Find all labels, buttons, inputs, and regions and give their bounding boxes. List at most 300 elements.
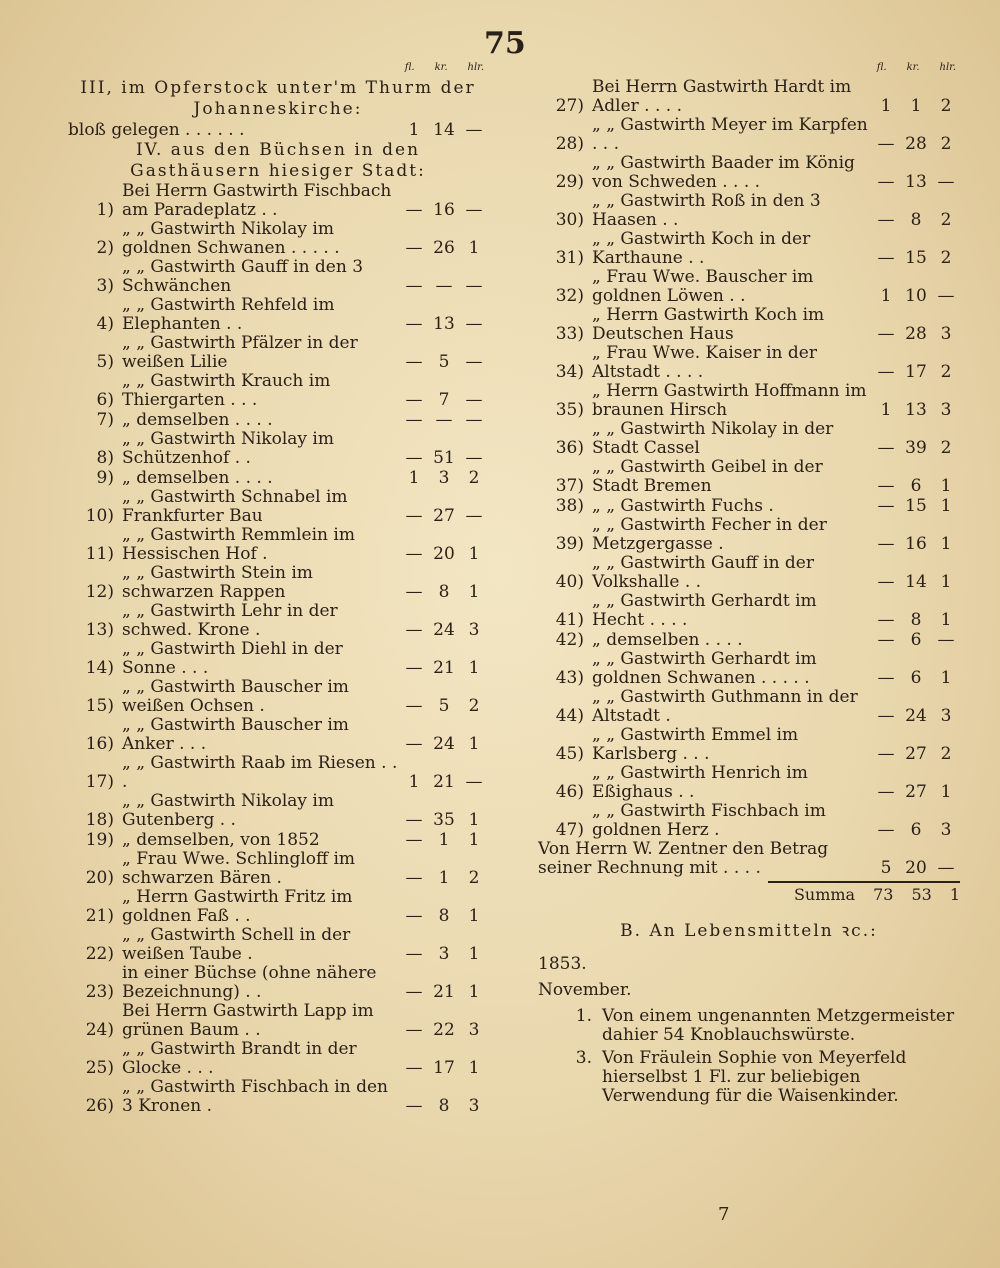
entry-number: 9) [96, 468, 114, 488]
entry-row [538, 458, 960, 496]
amount-hlr: 1 [468, 582, 480, 602]
unit-fl: fl. [404, 62, 415, 73]
entry-text: „ „ Gastwirth Nikolay im Schützenhof . . [122, 429, 334, 468]
entry-number: 12) [85, 582, 114, 602]
entry-text: „ „ Gastwirth Brandt in der Glocke . . . [122, 1039, 357, 1078]
zentner-row [538, 840, 960, 878]
entry-text: „ „ Gastwirth Schnabel im Frankfurter Bau [122, 487, 348, 526]
amount-fl: 1 [408, 772, 420, 792]
amount-kr: 27 [905, 744, 927, 764]
amount-hlr: — [465, 448, 483, 468]
zentner-amount [872, 858, 960, 878]
amount-hlr: — [465, 276, 483, 296]
amount-hlr: — [465, 120, 483, 140]
amount-kr: 21 [433, 982, 455, 1002]
amount-hlr: 2 [468, 468, 480, 488]
amount-fl: 5 [880, 858, 892, 878]
amount-kr: 35 [433, 810, 455, 830]
entry-number: 11) [85, 544, 114, 564]
summa-hlr: 1 [949, 885, 960, 904]
entry-text: „ „ Gastwirth Rehfeld im Elephanten . . [122, 295, 335, 334]
entry-text: „ „ Gastwirth Nikolay im Gutenberg . . [122, 791, 334, 830]
entry-number: 27) [555, 96, 584, 116]
entry-row [68, 410, 488, 430]
amount-kr: 17 [905, 362, 927, 382]
summa-row [768, 881, 960, 904]
entry-number: 5) [96, 352, 114, 372]
entry-number: 47) [555, 820, 584, 840]
entry-text: „ „ Gastwirth Roß in den 3 Haasen . . [592, 191, 821, 230]
amount-hlr: — [465, 352, 483, 372]
amount-hlr: 1 [468, 544, 480, 564]
amount-fl: 1 [408, 468, 420, 488]
entry-row [68, 468, 488, 488]
entry-text: „ „ Gastwirth Diehl in der Sonne . . . [122, 639, 343, 678]
amount-kr: 13 [905, 400, 927, 420]
entry-number: 15) [85, 696, 114, 716]
entry-amount [872, 610, 960, 630]
amount-hlr: 1 [468, 658, 480, 678]
amount-kr: 21 [433, 772, 455, 792]
amount-hlr: 1 [468, 944, 480, 964]
entry-row [538, 554, 960, 592]
note-year: 1853. [538, 954, 587, 974]
amount-fl: — [877, 668, 895, 688]
entry-number: 24) [85, 1020, 114, 1040]
entry-amount [400, 352, 488, 372]
note-item [538, 1049, 960, 1106]
entry-amount [400, 734, 488, 754]
amount-fl: — [877, 706, 895, 726]
entry-amount [400, 906, 488, 926]
amount-hlr: 3 [468, 1096, 480, 1116]
summa-kr: 53 [911, 885, 932, 904]
amount-fl: — [877, 210, 895, 230]
amount-hlr: — [937, 172, 955, 192]
right-column [538, 62, 960, 1106]
amount-kr: 8 [438, 906, 450, 926]
note-text: Von Fräulein Sophie von Meyerfeld hierselbst 1 Fl. zur beliebigen Verwendung für die Waisenkinder. [602, 1048, 907, 1106]
amount-fl: 1 [880, 286, 892, 306]
entry-number: 23) [85, 982, 114, 1002]
note-text: Von einem ungenannten Metzgermeister dahier 54 Knoblauchswürste. [602, 1006, 955, 1045]
amount-hlr: 1 [940, 668, 952, 688]
entry-amount [400, 1096, 488, 1116]
entry-amount [400, 1058, 488, 1078]
amount-kr: 1 [438, 830, 450, 850]
summa-fl: 73 [873, 885, 894, 904]
amount-kr: 1 [438, 868, 450, 888]
amount-kr: 6 [910, 630, 922, 650]
amount-fl: — [877, 172, 895, 192]
amount-hlr: 2 [468, 868, 480, 888]
page-number: 75 [484, 26, 526, 61]
entry-number: 10) [85, 506, 114, 526]
entry-amount [872, 630, 960, 650]
amount-hlr: 3 [468, 620, 480, 640]
note-month: November. [538, 980, 632, 1000]
amount-hlr: 3 [468, 1020, 480, 1040]
entry-row [538, 764, 960, 802]
entry-row [68, 964, 488, 1002]
entry-amount [400, 506, 488, 526]
amount-hlr: 3 [940, 706, 952, 726]
entry-amount [872, 476, 960, 496]
amount-fl: — [405, 1020, 423, 1040]
entry-amount [400, 810, 488, 830]
entry-text: „ „ Gastwirth Gerhardt im goldnen Schwanen . . . . . [592, 649, 817, 688]
amount-hlr: — [465, 314, 483, 334]
amount-hlr: 1 [468, 1058, 480, 1078]
amount-hlr: 2 [468, 696, 480, 716]
entry-text: „ Herrn Gastwirth Hoffmann im braunen Hirsch [592, 381, 867, 420]
amount-fl: 1 [880, 96, 892, 116]
entry-text: Bei Herrn Gastwirth Hardt im Adler . . . . [592, 77, 852, 116]
entry-text: „ „ Gastwirth Koch in der Karthaune . . [592, 229, 811, 268]
section-iii-text: bloß gelegen . . . . . . [68, 120, 245, 140]
entry-amount [400, 830, 488, 850]
entry-text: „ demselben . . . . [122, 410, 273, 430]
amount-hlr: 1 [940, 610, 952, 630]
amount-fl: — [405, 810, 423, 830]
entry-row [538, 726, 960, 764]
amount-kr: 22 [433, 1020, 455, 1040]
entry-text: „ „ Gastwirth Pfälzer in der weißen Lilie [122, 333, 358, 372]
entry-number: 43) [555, 668, 584, 688]
amount-hlr: — [465, 390, 483, 410]
entry-number: 19) [85, 830, 114, 850]
entry-text: „ „ Gastwirth Guthmann in der Altstadt . [592, 687, 858, 726]
entry-number: 2) [96, 238, 114, 258]
amount-fl: — [405, 944, 423, 964]
entry-row [538, 382, 960, 420]
entry-row [538, 344, 960, 382]
amount-fl: — [877, 134, 895, 154]
entry-amount [400, 544, 488, 564]
entry-text: „ „ Gastwirth Geibel in der Stadt Bremen [592, 457, 823, 496]
amount-kr: 24 [905, 706, 927, 726]
entry-text: „ „ Gastwirth Schell in der weißen Taube . [122, 925, 351, 964]
entry-text: „ Herrn Gastwirth Fritz im goldnen Faß . . [122, 887, 353, 926]
right-entry-list [538, 78, 960, 840]
entry-row [68, 334, 488, 372]
amount-hlr: — [937, 630, 955, 650]
entry-text: „ „ Gastwirth Fuchs . [592, 496, 774, 516]
amount-hlr: 2 [940, 438, 952, 458]
amount-hlr: 1 [468, 830, 480, 850]
unit-kr: kr. [906, 62, 920, 73]
entry-amount [872, 534, 960, 554]
amount-kr: 10 [905, 286, 927, 306]
amount-fl: 1 [880, 400, 892, 420]
entry-number: 25) [85, 1058, 114, 1078]
amount-kr: 6 [910, 668, 922, 688]
entry-text: „ „ Gastwirth Baader im König von Schweden . . . . [592, 153, 855, 192]
entry-amount [872, 706, 960, 726]
entry-number: 42) [555, 630, 584, 650]
amount-fl: — [877, 476, 895, 496]
amount-fl: — [405, 448, 423, 468]
amount-fl: — [877, 438, 895, 458]
entry-amount [400, 448, 488, 468]
entry-row [68, 430, 488, 468]
entry-number: 21) [85, 906, 114, 926]
amount-fl: — [877, 324, 895, 344]
amount-kr: 1 [910, 96, 922, 116]
entry-row [68, 830, 488, 850]
entry-text: „ „ Gastwirth Bauscher im weißen Ochsen . [122, 677, 349, 716]
entry-row [538, 516, 960, 554]
amount-kr: 3 [438, 944, 450, 964]
entry-row [68, 526, 488, 564]
zentner-text: Von Herrn W. Zentner den Betrag seiner Rechnung mit . . . . [538, 839, 829, 878]
entry-amount [400, 390, 488, 410]
amount-hlr: — [465, 506, 483, 526]
amount-hlr: 1 [940, 496, 952, 516]
amount-kr: 8 [438, 1096, 450, 1116]
entry-amount [872, 744, 960, 764]
entry-amount [872, 820, 960, 840]
amount-fl: — [405, 582, 423, 602]
summa-label: Summa [793, 885, 856, 904]
amount-hlr: 2 [940, 248, 952, 268]
amount-fl: — [405, 544, 423, 564]
entry-number: 35) [555, 400, 584, 420]
entry-row [538, 154, 960, 192]
note-number: 1. [575, 1006, 592, 1026]
amount-fl: — [405, 1058, 423, 1078]
entry-amount [400, 582, 488, 602]
amount-hlr: 1 [468, 810, 480, 830]
entry-text: Bei Herrn Gastwirth Lapp im grünen Baum . . [122, 1001, 374, 1040]
entry-row [68, 372, 488, 410]
entry-amount [872, 248, 960, 268]
amount-kr: 8 [438, 582, 450, 602]
entry-text: „ „ Gastwirth Nikolay im goldnen Schwanen . . . . . [122, 219, 340, 258]
amount-kr: 16 [433, 200, 455, 220]
entry-row [538, 306, 960, 344]
entry-amount [400, 658, 488, 678]
section-iii-amount [400, 120, 488, 140]
amount-fl: — [405, 830, 423, 850]
amount-kr: 7 [438, 390, 450, 410]
amount-kr: 17 [433, 1058, 455, 1078]
note-number: 3. [575, 1048, 592, 1068]
entry-row [538, 116, 960, 154]
entry-text: „ „ Gastwirth Fecher in der Metzgergasse . [592, 515, 827, 554]
entry-row [538, 802, 960, 840]
amount-fl: — [877, 782, 895, 802]
amount-fl: — [877, 496, 895, 516]
entry-number: 3) [96, 276, 114, 296]
entry-amount [400, 696, 488, 716]
entry-row [68, 1002, 488, 1040]
unit-hlr: hlr. [939, 62, 956, 73]
amount-hlr: 2 [940, 96, 952, 116]
entry-number: 30) [555, 210, 584, 230]
entry-text: „ demselben . . . . [122, 468, 273, 488]
entry-number: 45) [555, 744, 584, 764]
entry-row [68, 754, 488, 792]
left-entry-list [68, 182, 488, 1116]
amount-hlr: 2 [940, 362, 952, 382]
entry-row [68, 488, 488, 526]
entry-number: 26) [85, 1096, 114, 1116]
currency-units-left [68, 62, 488, 78]
amount-kr: 8 [910, 610, 922, 630]
amount-hlr: 2 [940, 210, 952, 230]
entry-text: „ „ Gastwirth Meyer im Karpfen . . . [592, 115, 868, 154]
amount-kr: 13 [905, 172, 927, 192]
entry-amount [872, 362, 960, 382]
notes-list [538, 1007, 960, 1106]
entry-text: Bei Herrn Gastwirth Fischbach am Paradeplatz . . [122, 181, 392, 220]
amount-fl: — [405, 352, 423, 372]
amount-kr: 27 [433, 506, 455, 526]
entry-amount [872, 210, 960, 230]
entry-amount [400, 620, 488, 640]
entry-number: 44) [555, 706, 584, 726]
entry-amount [872, 134, 960, 154]
entry-row [538, 420, 960, 458]
amount-kr: 5 [438, 352, 450, 372]
entry-number: 16) [85, 734, 114, 754]
entry-text: „ Frau Wwe. Bauscher im goldnen Löwen . . [592, 267, 814, 306]
entry-row [538, 592, 960, 630]
entry-amount [872, 438, 960, 458]
entry-row [68, 1040, 488, 1078]
entry-row [68, 1078, 488, 1116]
entry-row [68, 716, 488, 754]
entry-amount [872, 782, 960, 802]
amount-hlr: — [465, 772, 483, 792]
entry-row [538, 496, 960, 516]
entry-text: „ Frau Wwe. Schlingloff im schwarzen Bären . [122, 849, 356, 888]
amount-kr: 15 [905, 248, 927, 268]
amount-kr: 24 [433, 620, 455, 640]
entry-text: „ „ Gastwirth Henrich im Eßighaus . . [592, 763, 808, 802]
entry-row [68, 850, 488, 888]
entry-row [538, 78, 960, 116]
amount-fl: — [405, 314, 423, 334]
amount-hlr: 1 [468, 906, 480, 926]
entry-number: 17) [85, 772, 114, 792]
amount-kr: 6 [910, 820, 922, 840]
amount-hlr: 2 [940, 134, 952, 154]
entry-row [538, 230, 960, 268]
amount-kr: 28 [905, 324, 927, 344]
amount-kr: 8 [910, 210, 922, 230]
amount-kr: 14 [433, 120, 455, 140]
unit-hlr: hlr. [467, 62, 484, 73]
amount-fl: — [877, 610, 895, 630]
amount-kr: 27 [905, 782, 927, 802]
entry-amount [400, 868, 488, 888]
entry-row [538, 688, 960, 726]
entry-amount [400, 772, 488, 792]
entry-number: 22) [85, 944, 114, 964]
entry-number: 31) [555, 248, 584, 268]
entry-number: 8) [96, 448, 114, 468]
left-column [68, 62, 488, 1116]
entry-number: 28) [555, 134, 584, 154]
amount-fl: — [877, 744, 895, 764]
entry-text: „ „ Gastwirth Lehr in der schwed. Krone . [122, 601, 338, 640]
entry-number: 46) [555, 782, 584, 802]
entry-text: „ „ Gastwirth Remmlein im Hessischen Hof . [122, 525, 355, 564]
amount-kr: 28 [905, 134, 927, 154]
entry-text: in einer Büchse (ohne nähere Bezeichnung) . . [122, 963, 377, 1002]
entry-number: 14) [85, 658, 114, 678]
entry-row [538, 630, 960, 650]
amount-kr: 20 [433, 544, 455, 564]
amount-kr: 14 [905, 572, 927, 592]
entry-number: 40) [555, 572, 584, 592]
signature-mark: 7 [718, 1204, 730, 1225]
entry-text: „ „ Gastwirth Nikolay in der Stadt Cassel [592, 419, 834, 458]
entry-amount [872, 172, 960, 192]
entry-text: „ „ Gastwirth Gerhardt im Hecht . . . . [592, 591, 817, 630]
amount-fl: — [405, 1096, 423, 1116]
amount-kr: 39 [905, 438, 927, 458]
entry-amount [872, 96, 960, 116]
amount-fl: — [405, 276, 423, 296]
entry-text: „ „ Gastwirth Emmel im Karlsberg . . . [592, 725, 799, 764]
amount-fl: — [877, 820, 895, 840]
amount-kr: 24 [433, 734, 455, 754]
amount-hlr: 3 [940, 400, 952, 420]
entry-amount [400, 468, 488, 488]
entry-number: 13) [85, 620, 114, 640]
amount-kr: 13 [433, 314, 455, 334]
currency-units-right [538, 62, 960, 78]
entry-text: „ „ Gastwirth Fischbach in den 3 Kronen . [122, 1077, 388, 1116]
amount-hlr: — [465, 200, 483, 220]
entry-text: „ demselben, von 1852 [122, 830, 320, 850]
amount-hlr: 3 [940, 324, 952, 344]
amount-hlr: 1 [940, 476, 952, 496]
entry-row [68, 182, 488, 220]
amount-hlr: 1 [940, 572, 952, 592]
entry-number: 38) [555, 496, 584, 516]
entry-number: 41) [555, 610, 584, 630]
entry-amount [400, 944, 488, 964]
entry-number: 4) [96, 314, 114, 334]
amount-fl: — [405, 658, 423, 678]
amount-hlr: — [937, 286, 955, 306]
entry-amount [872, 668, 960, 688]
amount-fl: — [405, 696, 423, 716]
notes-block [538, 951, 960, 1106]
amount-hlr: — [937, 858, 955, 878]
section-b-heading: B. An Lebensmitteln ꝛc.: [620, 921, 878, 941]
entry-row [68, 602, 488, 640]
entry-row [68, 296, 488, 334]
amount-hlr: 1 [940, 534, 952, 554]
entry-amount [872, 496, 960, 516]
amount-hlr: 1 [468, 734, 480, 754]
entry-row [68, 792, 488, 830]
entry-number: 18) [85, 810, 114, 830]
amount-fl: — [405, 200, 423, 220]
unit-kr: kr. [434, 62, 448, 73]
entry-amount [872, 572, 960, 592]
amount-kr: 6 [910, 476, 922, 496]
entry-row [68, 926, 488, 964]
amount-kr: 20 [905, 858, 927, 878]
entry-number: 29) [555, 172, 584, 192]
note-item [538, 1007, 960, 1045]
